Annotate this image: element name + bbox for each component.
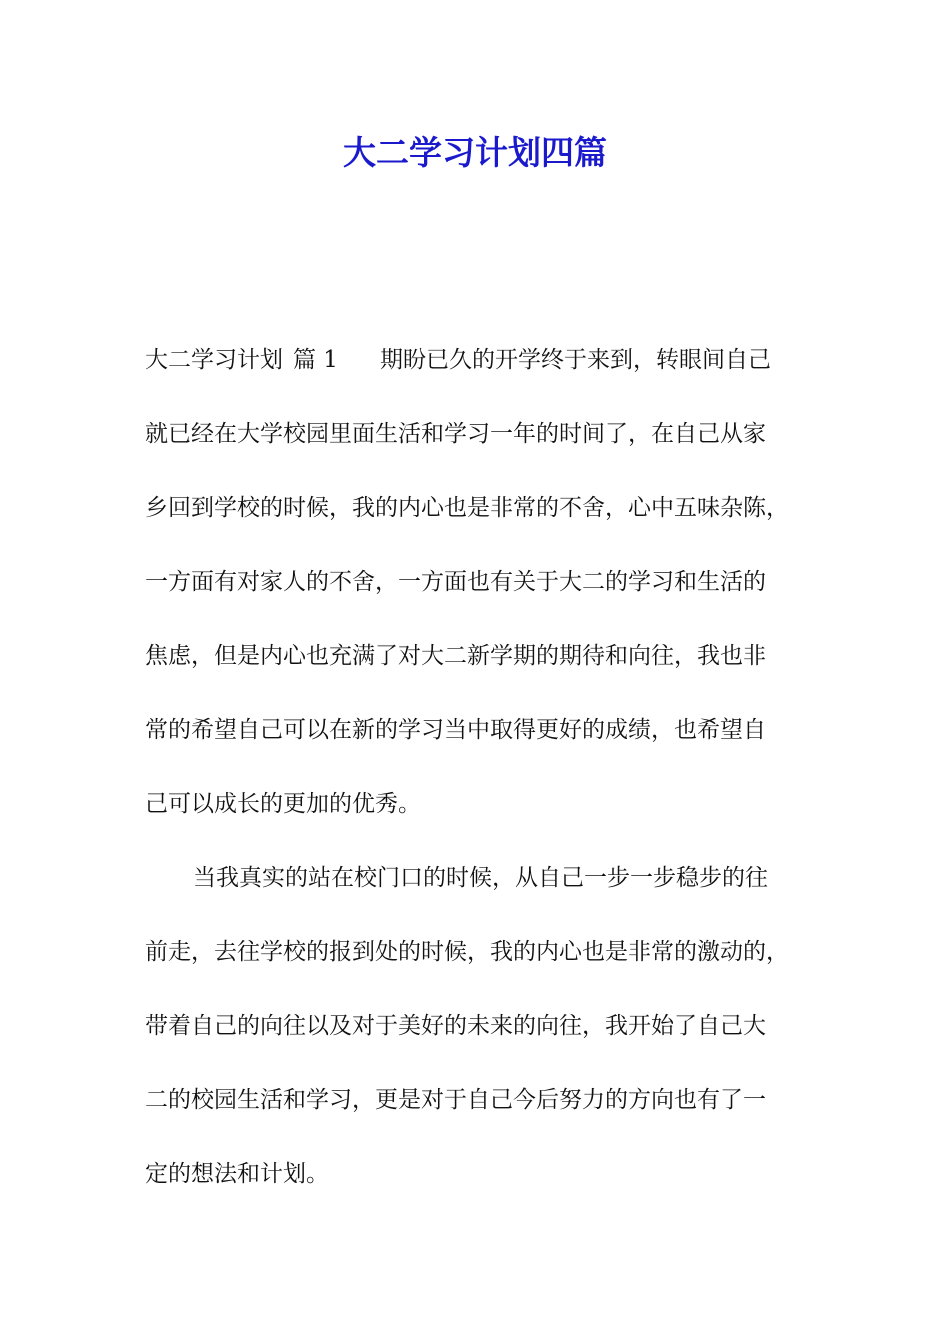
paragraph-1-line-3: 乡回到学校的时候，我的内心也是非常的不舍，心中五味杂陈，: [145, 495, 789, 521]
paragraph-1-line-2: 就已经在大学校园里面生活和学习一年的时间了，在自己从家: [145, 421, 766, 447]
document-body: [145, 335, 815, 1223]
paragraph-1-line-6: 常的希望自己可以在新的学习当中取得更好的成绩，也希望自: [145, 717, 766, 743]
paragraph-2-line-5: 定的想法和计划。: [145, 1161, 329, 1187]
paragraph-2-line-3: 带着自己的向往以及对于美好的未来的向往，我开始了自己大: [145, 1013, 766, 1039]
paragraph-2-text-line: 当我真实的站在校门口的时候，从自己一步一步稳步的往: [193, 865, 768, 891]
section-heading-number: 篇 1: [293, 347, 338, 373]
document-title: 大二学习计划四篇: [343, 133, 607, 172]
paragraph-1-line-4: 一方面有对家人的不舍，一方面也有关于大二的学习和生活的: [145, 569, 766, 595]
paragraph-2-line-4: 二的校园生活和学习，更是对于自己今后努力的方向也有了一: [145, 1087, 766, 1113]
paragraph-2-line-2: 前走，去往学校的报到处的时候，我的内心也是非常的激动的，: [145, 939, 789, 965]
paragraph-2-line-1: [145, 853, 815, 927]
paragraph-1-line-7: 己可以成长的更加的优秀。: [145, 791, 421, 817]
paragraph-1-line-5: 焦虑，但是内心也充满了对大二新学期的期待和向往，我也非: [145, 643, 766, 669]
paragraph-1-text-line: 期盼已久的开学终于来到，转眼间自己: [379, 347, 771, 373]
paragraph-1-line-1: [145, 335, 815, 409]
section-heading-label: 大二学习计划: [145, 347, 283, 373]
